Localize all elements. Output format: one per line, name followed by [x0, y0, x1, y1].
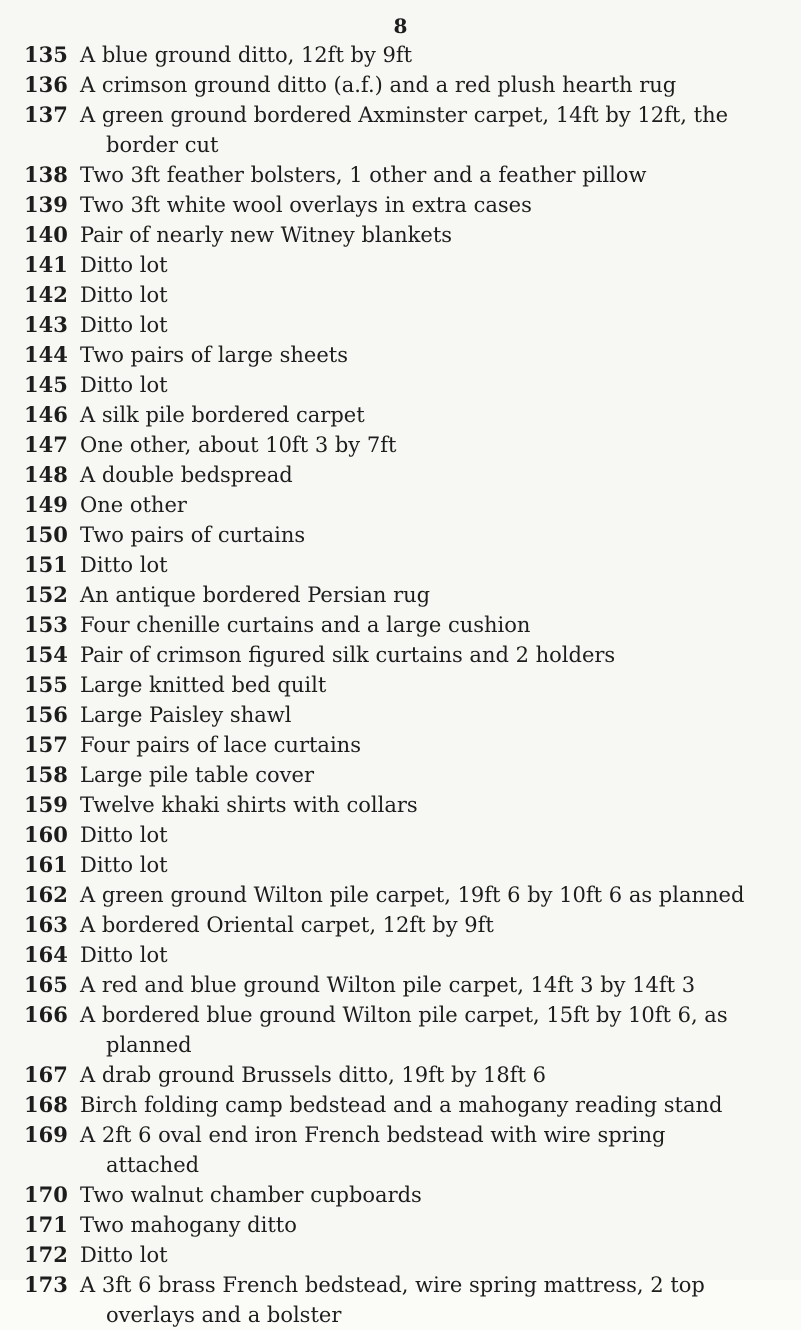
- lot-number: 148: [24, 462, 68, 487]
- lot-entry: [24, 160, 784, 190]
- lot-entry: [24, 220, 784, 250]
- lot-number: 151: [24, 552, 68, 577]
- lot-number: 171: [24, 1212, 68, 1237]
- lot-description: Two walnut chamber cupboards: [80, 1183, 422, 1207]
- lot-number: 142: [24, 282, 68, 307]
- lot-number: 140: [24, 222, 68, 247]
- lot-description: A green ground bordered Axminster carpet, 14ft by 12ft, the: [80, 103, 729, 127]
- lot-number: 155: [24, 672, 68, 697]
- lot-description-block: [80, 940, 784, 970]
- lot-entry: [24, 1000, 784, 1060]
- lot-description-continuation: attached: [106, 1153, 200, 1177]
- lot-description: Pair of crimson figured silk curtains and 2 holders: [80, 643, 616, 667]
- lot-description-block: [80, 490, 784, 520]
- lot-description-block: [80, 220, 784, 250]
- lot-description: A 3ft 6 brass French bedstead, wire spring mattress, 2 top: [80, 1273, 705, 1297]
- lot-description: A bordered blue ground Wilton pile carpet, 15ft by 10ft 6, as: [80, 1003, 728, 1027]
- lot-number: 160: [24, 822, 68, 847]
- lot-number: 172: [24, 1242, 68, 1267]
- lot-description-block: [80, 910, 784, 940]
- lot-description: Large knitted bed quilt: [80, 673, 327, 697]
- lot-number: 158: [24, 762, 68, 787]
- lot-entry: [24, 850, 784, 880]
- lot-description-block: [80, 1000, 784, 1060]
- lot-description: Ditto lot: [80, 283, 168, 307]
- lot-description: A green ground Wilton pile carpet, 19ft 6 by 10ft 6 as planned: [80, 883, 745, 907]
- lot-number: 163: [24, 912, 68, 937]
- lot-number: 164: [24, 942, 68, 967]
- lot-description-block: [80, 760, 784, 790]
- lot-number: 144: [24, 342, 68, 367]
- lot-description: A 2ft 6 oval end iron French bedstead with wire spring: [80, 1123, 666, 1147]
- lot-entry: [24, 1210, 784, 1240]
- lot-entry: [24, 370, 784, 400]
- lot-number: 167: [24, 1062, 68, 1087]
- lot-description-block: [80, 280, 784, 310]
- lot-description: Ditto lot: [80, 943, 168, 967]
- lot-description: Ditto lot: [80, 253, 168, 277]
- lot-number: 170: [24, 1182, 68, 1207]
- lot-description: Pair of nearly new Witney blankets: [80, 223, 453, 247]
- lot-entry: [24, 490, 784, 520]
- lot-description: Large pile table cover: [80, 763, 314, 787]
- lot-description: A silk pile bordered carpet: [80, 403, 365, 427]
- lot-entry: [24, 1240, 784, 1270]
- lot-entry: [24, 820, 784, 850]
- lot-description-block: [80, 1270, 784, 1330]
- lot-number: 173: [24, 1272, 68, 1297]
- lot-description-block: [80, 610, 784, 640]
- lot-entry: [24, 100, 784, 160]
- lot-number: 169: [24, 1122, 68, 1147]
- lot-number: 146: [24, 402, 68, 427]
- lot-number: 165: [24, 972, 68, 997]
- lot-description: Twelve khaki shirts with collars: [80, 793, 418, 817]
- lot-description: An antique bordered Persian rug: [80, 583, 431, 607]
- lot-entry: [24, 760, 784, 790]
- lot-description-block: [80, 670, 784, 700]
- lot-number: 136: [24, 72, 68, 97]
- lot-entry: [24, 880, 784, 910]
- lot-entry: [24, 40, 784, 70]
- lot-description-block: [80, 340, 784, 370]
- lot-description: A double bedspread: [80, 463, 293, 487]
- lot-number: 147: [24, 432, 68, 457]
- lot-entry: [24, 610, 784, 640]
- lot-description-block: [80, 160, 784, 190]
- lot-entry: [24, 1180, 784, 1210]
- lot-number: 145: [24, 372, 68, 397]
- lot-description: Ditto lot: [80, 553, 168, 577]
- lot-number: 135: [24, 42, 68, 67]
- lot-description: Ditto lot: [80, 373, 168, 397]
- lot-description: One other, about 10ft 3 by 7ft: [80, 433, 397, 457]
- lot-description-block: [80, 100, 784, 160]
- lot-description-block: [80, 1120, 784, 1180]
- lot-description: Birch folding camp bedstead and a mahogany reading stand: [80, 1093, 723, 1117]
- lot-entry: [24, 700, 784, 730]
- lot-description: Four pairs of lace curtains: [80, 733, 361, 757]
- lot-description-block: [80, 70, 784, 100]
- lot-number: 161: [24, 852, 68, 877]
- lot-entry: [24, 640, 784, 670]
- lot-description-block: [80, 640, 784, 670]
- lot-number: 168: [24, 1092, 68, 1117]
- lot-number: 143: [24, 312, 68, 337]
- lot-number: 139: [24, 192, 68, 217]
- lot-description-block: [80, 40, 784, 70]
- lot-list: [24, 40, 784, 1330]
- lot-description-block: [80, 1180, 784, 1210]
- lot-number: 156: [24, 702, 68, 727]
- lot-entry: [24, 250, 784, 280]
- lot-description-block: [80, 1210, 784, 1240]
- lot-number: 141: [24, 252, 68, 277]
- lot-number: 159: [24, 792, 68, 817]
- lot-number: 154: [24, 642, 68, 667]
- lot-description: Two mahogany ditto: [80, 1213, 297, 1237]
- lot-description-block: [80, 460, 784, 490]
- lot-description-block: [80, 550, 784, 580]
- lot-entry: [24, 730, 784, 760]
- lot-number: 150: [24, 522, 68, 547]
- lot-description: A blue ground ditto, 12ft by 9ft: [80, 43, 413, 67]
- lot-entry: [24, 790, 784, 820]
- lot-description: Ditto lot: [80, 853, 168, 877]
- lot-description: Two pairs of curtains: [80, 523, 306, 547]
- lot-description-block: [80, 970, 784, 1000]
- lot-description: Ditto lot: [80, 313, 168, 337]
- lot-entry: [24, 190, 784, 220]
- lot-description-block: [80, 250, 784, 280]
- lot-description-continuation: border cut: [106, 133, 219, 157]
- lot-entry: [24, 670, 784, 700]
- lot-description-block: [80, 1090, 784, 1120]
- lot-description: Two 3ft feather bolsters, 1 other and a feather pillow: [80, 163, 647, 187]
- lot-description: Two 3ft white wool overlays in extra cases: [80, 193, 532, 217]
- lot-number: 153: [24, 612, 68, 637]
- lot-description: Large Paisley shawl: [80, 703, 292, 727]
- page-number: 8: [393, 14, 408, 38]
- lot-entry: [24, 1270, 784, 1330]
- lot-description-block: [80, 850, 784, 880]
- lot-entry: [24, 280, 784, 310]
- lot-entry: [24, 340, 784, 370]
- lot-description: A red and blue ground Wilton pile carpet, 14ft 3 by 14ft 3: [80, 973, 696, 997]
- lot-description-block: [80, 580, 784, 610]
- lot-entry: [24, 310, 784, 340]
- lot-entry: [24, 520, 784, 550]
- lot-entry: [24, 430, 784, 460]
- lot-number: 157: [24, 732, 68, 757]
- lot-description-block: [80, 790, 784, 820]
- lot-description: A bordered Oriental carpet, 12ft by 9ft: [80, 913, 494, 937]
- lot-entry: [24, 910, 784, 940]
- lot-description-block: [80, 880, 784, 910]
- lot-description-block: [80, 1240, 784, 1270]
- lot-description: Two pairs of large sheets: [80, 343, 349, 367]
- lot-entry: [24, 1120, 784, 1180]
- lot-entry: [24, 1090, 784, 1120]
- lot-entry: [24, 400, 784, 430]
- lot-description-block: [80, 310, 784, 340]
- lot-entry: [24, 580, 784, 610]
- lot-entry: [24, 460, 784, 490]
- lot-number: 149: [24, 492, 68, 517]
- lot-entry: [24, 550, 784, 580]
- lot-number: 137: [24, 102, 68, 127]
- lot-description-block: [80, 400, 784, 430]
- lot-number: 152: [24, 582, 68, 607]
- lot-description: Four chenille curtains and a large cushion: [80, 613, 531, 637]
- lot-description: One other: [80, 493, 187, 517]
- lot-description-continuation: planned: [106, 1033, 192, 1057]
- lot-description-block: [80, 820, 784, 850]
- lot-entry: [24, 1060, 784, 1090]
- lot-description-block: [80, 520, 784, 550]
- lot-description: Ditto lot: [80, 1243, 168, 1267]
- lot-description: A drab ground Brussels ditto, 19ft by 18ft 6: [80, 1063, 546, 1087]
- lot-number: 166: [24, 1002, 68, 1027]
- lot-entry: [24, 970, 784, 1000]
- lot-description-block: [80, 370, 784, 400]
- lot-description-block: [80, 1060, 784, 1090]
- lot-number: 138: [24, 162, 68, 187]
- lot-number: 162: [24, 882, 68, 907]
- lot-description-block: [80, 700, 784, 730]
- lot-description: Ditto lot: [80, 823, 168, 847]
- lot-description: A crimson ground ditto (a.f.) and a red plush hearth rug: [80, 73, 677, 97]
- lot-description-block: [80, 190, 784, 220]
- lot-description-block: [80, 730, 784, 760]
- lot-description-continuation: overlays and a bolster: [106, 1303, 342, 1327]
- lot-entry: [24, 940, 784, 970]
- lot-description-block: [80, 430, 784, 460]
- lot-entry: [24, 70, 784, 100]
